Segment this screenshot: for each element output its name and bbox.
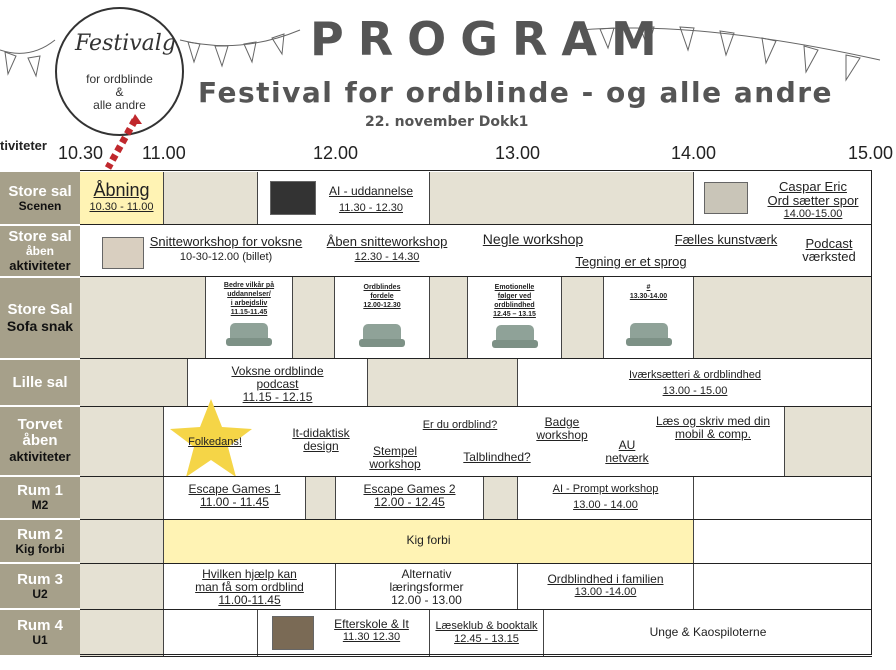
event-abning[interactable]: Åbning 10.30 - 11.00	[80, 172, 164, 224]
tick-1100: 11.00	[142, 143, 186, 163]
laptop-image	[270, 181, 316, 215]
event-ai-prompt-workshop[interactable]: AI - Prompt workshop 13.00 - 14.00	[518, 477, 694, 520]
tick-1030: 10.30	[58, 143, 104, 163]
event-faelles-kunstvaerk[interactable]: Fælles kunstværk	[674, 232, 778, 247]
event-badge-workshop[interactable]: Badge workshop	[536, 415, 588, 442]
event-er-du-ordblind[interactable]: Er du ordblind?	[422, 419, 498, 431]
empty-slot	[80, 520, 164, 564]
event-sofa-emotionelle[interactable]: Emotionelle følger ved ordblindhed 12.45 – 13.15	[468, 277, 562, 359]
event-negle-workshop[interactable]: Negle workshop	[482, 231, 584, 247]
logo-text: Festivalg	[75, 31, 176, 56]
event-laeseklub[interactable]: Læseklub & booktalk 12.45 - 13.15	[430, 610, 544, 656]
event-unge-kaospiloterne[interactable]: Unge & Kaospiloterne	[544, 610, 872, 656]
tick-1500: 15.00	[848, 143, 894, 163]
empty-slot	[164, 172, 258, 224]
row-label-torvet: Torvet åben aktiviteter	[0, 407, 80, 475]
empty-slot	[80, 610, 164, 656]
event-sofa-ordblindes-fordele[interactable]: Ordblindes fordele 12.00-12.30	[335, 277, 430, 359]
empty-slot	[164, 610, 258, 656]
row-store-sal-aktiviteter	[80, 224, 872, 277]
row-label-rum-4: Rum 4 U1	[0, 610, 80, 655]
event-escape-games-2[interactable]: Escape Games 2 12.00 - 12.45	[336, 477, 484, 520]
empty-slot	[80, 277, 206, 359]
event-alternativ-laeringsformer[interactable]: Alternativ læringsformer 12.00 - 13.00	[336, 564, 518, 610]
schedule-grid	[80, 170, 872, 655]
event-caspar-eric[interactable]: Caspar Eric Ord sætter spor 14.00-15.00	[694, 172, 872, 224]
event-talblindhed[interactable]: Talblindhed?	[463, 450, 531, 464]
workshop-image	[102, 237, 144, 269]
event-ordblindhed-i-familien[interactable]: Ordblindhed i familien 13.00 -14.00	[518, 564, 694, 610]
event-podcast-vaerksted[interactable]: Podcast værksted	[802, 236, 856, 264]
row-label-sofa-snak: Store Sal Sofa snak	[0, 278, 80, 358]
event-au-netvaerk[interactable]: AU netværk	[605, 438, 649, 465]
event-folkedans[interactable]: Folkedans!	[188, 436, 242, 448]
row-sofa-snak	[80, 276, 872, 359]
event-ai-uddannelse[interactable]: AI - uddannelse 11.30 - 12.30	[258, 172, 430, 224]
tick-1300: 13.00	[495, 143, 541, 163]
empty-slot	[80, 477, 164, 520]
empty-slot	[694, 277, 872, 359]
classroom-image	[272, 616, 314, 650]
logo-subtext: for ordblinde & alle andre	[86, 72, 153, 112]
row-torvet	[80, 406, 872, 477]
row-label-store-sal-scenen: Store sal Scenen	[0, 172, 80, 224]
row-label-rum-2: Rum 2 Kig forbi	[0, 520, 80, 562]
tick-1200: 12.00	[313, 143, 359, 163]
event-escape-games-1[interactable]: Escape Games 1 11.00 - 11.45	[164, 477, 306, 520]
event-ivaerksaetteri[interactable]: Iværksætteri & ordblindhed 13.00 - 15.00	[518, 359, 872, 407]
row-label-rum-1: Rum 1 M2	[0, 477, 80, 518]
event-stempel-workshop[interactable]: Stempel workshop	[369, 444, 421, 471]
empty-slot	[293, 277, 335, 359]
row-rum-4	[80, 609, 872, 657]
corner-label: tiviteter	[0, 138, 47, 153]
page-title: PROGRAM	[310, 12, 671, 66]
empty-slot	[430, 172, 694, 224]
empty-slot	[368, 359, 518, 407]
event-sofa-hashtag[interactable]: # 13.30-14.00	[604, 277, 694, 359]
event-snitteworkshop[interactable]: Snitteworkshop for voksne 10-30-12.00 (billet)	[149, 234, 303, 263]
row-rum-3	[80, 563, 872, 610]
sofa-icon	[496, 325, 534, 345]
event-kig-forbi[interactable]: Kig forbi	[164, 520, 694, 564]
event-sofa-bedre-vilkaar[interactable]: Bedre vilkår på uddannelser/ i arbejdsliv 11.15-11.45	[206, 277, 293, 359]
row-label-rum-3: Rum 3 U2	[0, 564, 80, 608]
event-tegning[interactable]: Tegning er et sprog	[575, 254, 687, 269]
event-aaben-snitteworkshop[interactable]: Åben snitteworkshop 12.30 - 14.30	[326, 234, 448, 263]
empty-slot	[784, 407, 872, 477]
empty-slot	[562, 277, 604, 359]
empty-slot	[80, 564, 164, 610]
sofa-icon	[230, 323, 268, 343]
event-hvilken-hjaelp[interactable]: Hvilken hjælp kan man få som ordblind 11.00-11.45	[164, 564, 336, 610]
empty-slot	[80, 407, 164, 477]
row-label-lille-sal: Lille sal	[0, 360, 80, 405]
row-rum-1	[80, 476, 872, 520]
sofa-icon	[363, 324, 401, 344]
row-label-store-sal-aktiviteter: Store sal åben aktiviteter	[0, 226, 80, 276]
empty-slot	[430, 277, 468, 359]
event-date: 22. november Dokk1	[365, 114, 529, 130]
page-subtitle: Festival for ordblinde - og alle andre	[198, 76, 834, 109]
portrait-image	[704, 182, 748, 214]
event-laes-og-skriv[interactable]: Læs og skriv med din mobil & comp.	[655, 414, 771, 441]
row-rum-2	[80, 519, 872, 564]
event-it-didaktisk-design[interactable]: It-didaktisk design	[292, 426, 350, 453]
event-efterskole-it[interactable]: Efterskole & It 11.30 12.30	[258, 610, 430, 656]
tick-1400: 14.00	[671, 143, 717, 163]
empty-slot	[306, 477, 336, 520]
sofa-icon	[630, 323, 668, 343]
event-voksne-ordblinde-podcast[interactable]: Voksne ordblinde podcast 11.15 - 12.15	[188, 359, 368, 407]
empty-slot	[484, 477, 518, 520]
